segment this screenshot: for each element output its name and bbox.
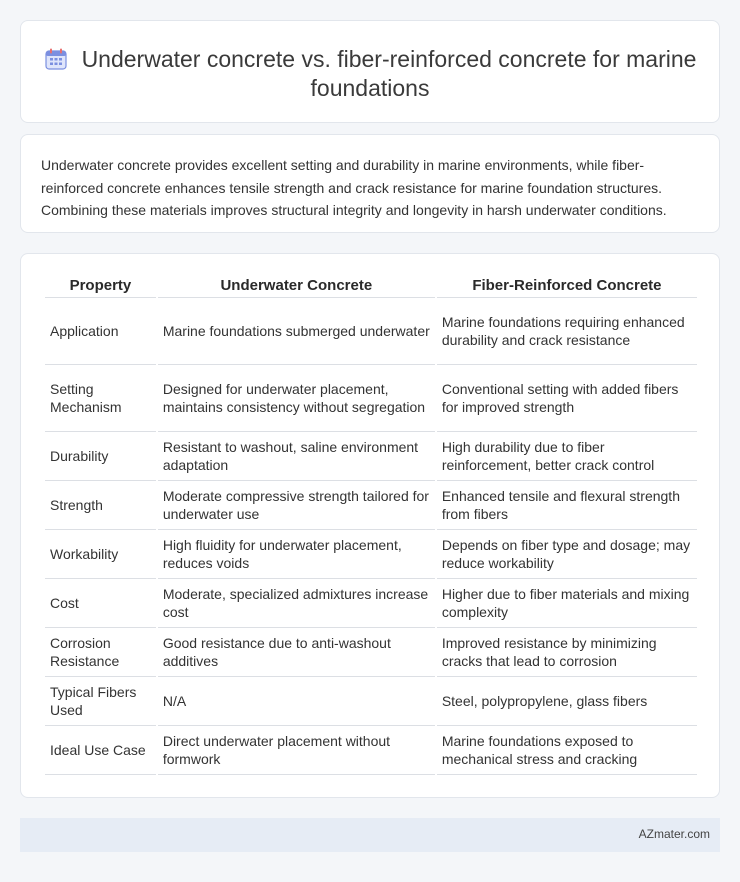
table-row xyxy=(45,726,697,775)
footer-bar xyxy=(20,818,720,852)
row-property: Typical Fibers Used xyxy=(45,677,156,726)
table-row xyxy=(45,628,697,677)
row-fiber-value: Enhanced tensile and flexural strength from fibers xyxy=(437,481,697,530)
title-card xyxy=(20,20,720,123)
row-underwater-value: Good resistance due to anti-washout additives xyxy=(158,628,435,677)
row-underwater-value: N/A xyxy=(158,677,435,726)
page-title: Underwater concrete vs. fiber-reinforced concrete for marine foundations xyxy=(81,46,697,101)
row-fiber-value: Marine foundations exposed to mechanical stress and cracking xyxy=(437,726,697,775)
row-fiber-value: Higher due to fiber materials and mixing complexity xyxy=(437,579,697,628)
footer-brand: AZmater.com xyxy=(638,827,710,841)
header-property: Property xyxy=(45,274,156,298)
summary-card xyxy=(20,134,720,233)
table-row xyxy=(45,530,697,579)
summary-text: Underwater concrete provides excellent setting and durability in marine environments, while fiber-reinforced concrete enhances tensile strength and crack resistance for marine foundation structures. Combining these materials improves structural integrity and longevity in harsh underwater conditions. xyxy=(41,157,667,218)
row-property: Workability xyxy=(45,530,156,579)
calendar-icon xyxy=(44,47,68,71)
row-fiber-value: Conventional setting with added fibers for improved strength xyxy=(437,365,697,432)
row-property: Ideal Use Case xyxy=(45,726,156,775)
row-underwater-value: Moderate, specialized admixtures increase cost xyxy=(158,579,435,628)
row-property: Strength xyxy=(45,481,156,530)
comparison-table xyxy=(43,274,699,775)
row-property: Cost xyxy=(45,579,156,628)
header-underwater-concrete: Underwater Concrete xyxy=(158,274,435,298)
row-property: Application xyxy=(45,298,156,365)
row-fiber-value: Depends on fiber type and dosage; may reduce workability xyxy=(437,530,697,579)
row-fiber-value: Improved resistance by minimizing cracks that lead to corrosion xyxy=(437,628,697,677)
row-underwater-value: High fluidity for underwater placement, reduces voids xyxy=(158,530,435,579)
table-row xyxy=(45,432,697,481)
row-underwater-value: Designed for underwater placement, maintains consistency without segregation xyxy=(158,365,435,432)
table-row xyxy=(45,481,697,530)
table-row xyxy=(45,298,697,365)
row-fiber-value: Steel, polypropylene, glass fibers xyxy=(437,677,697,726)
row-underwater-value: Resistant to washout, saline environment adaptation xyxy=(158,432,435,481)
page-title-block xyxy=(21,45,719,103)
table-header-row xyxy=(45,274,697,298)
row-fiber-value: Marine foundations requiring enhanced durability and crack resistance xyxy=(437,298,697,365)
row-property: Durability xyxy=(45,432,156,481)
row-fiber-value: High durability due to fiber reinforcement, better crack control xyxy=(437,432,697,481)
comparison-table-card xyxy=(20,253,720,798)
row-underwater-value: Direct underwater placement without formwork xyxy=(158,726,435,775)
row-underwater-value: Moderate compressive strength tailored for underwater use xyxy=(158,481,435,530)
table-row xyxy=(45,677,697,726)
row-property: Corrosion Resistance xyxy=(45,628,156,677)
row-property: Setting Mechanism xyxy=(45,365,156,432)
table-row xyxy=(45,579,697,628)
table-row xyxy=(45,365,697,432)
row-underwater-value: Marine foundations submerged underwater xyxy=(158,298,435,365)
header-fiber-reinforced-concrete: Fiber-Reinforced Concrete xyxy=(437,274,697,298)
